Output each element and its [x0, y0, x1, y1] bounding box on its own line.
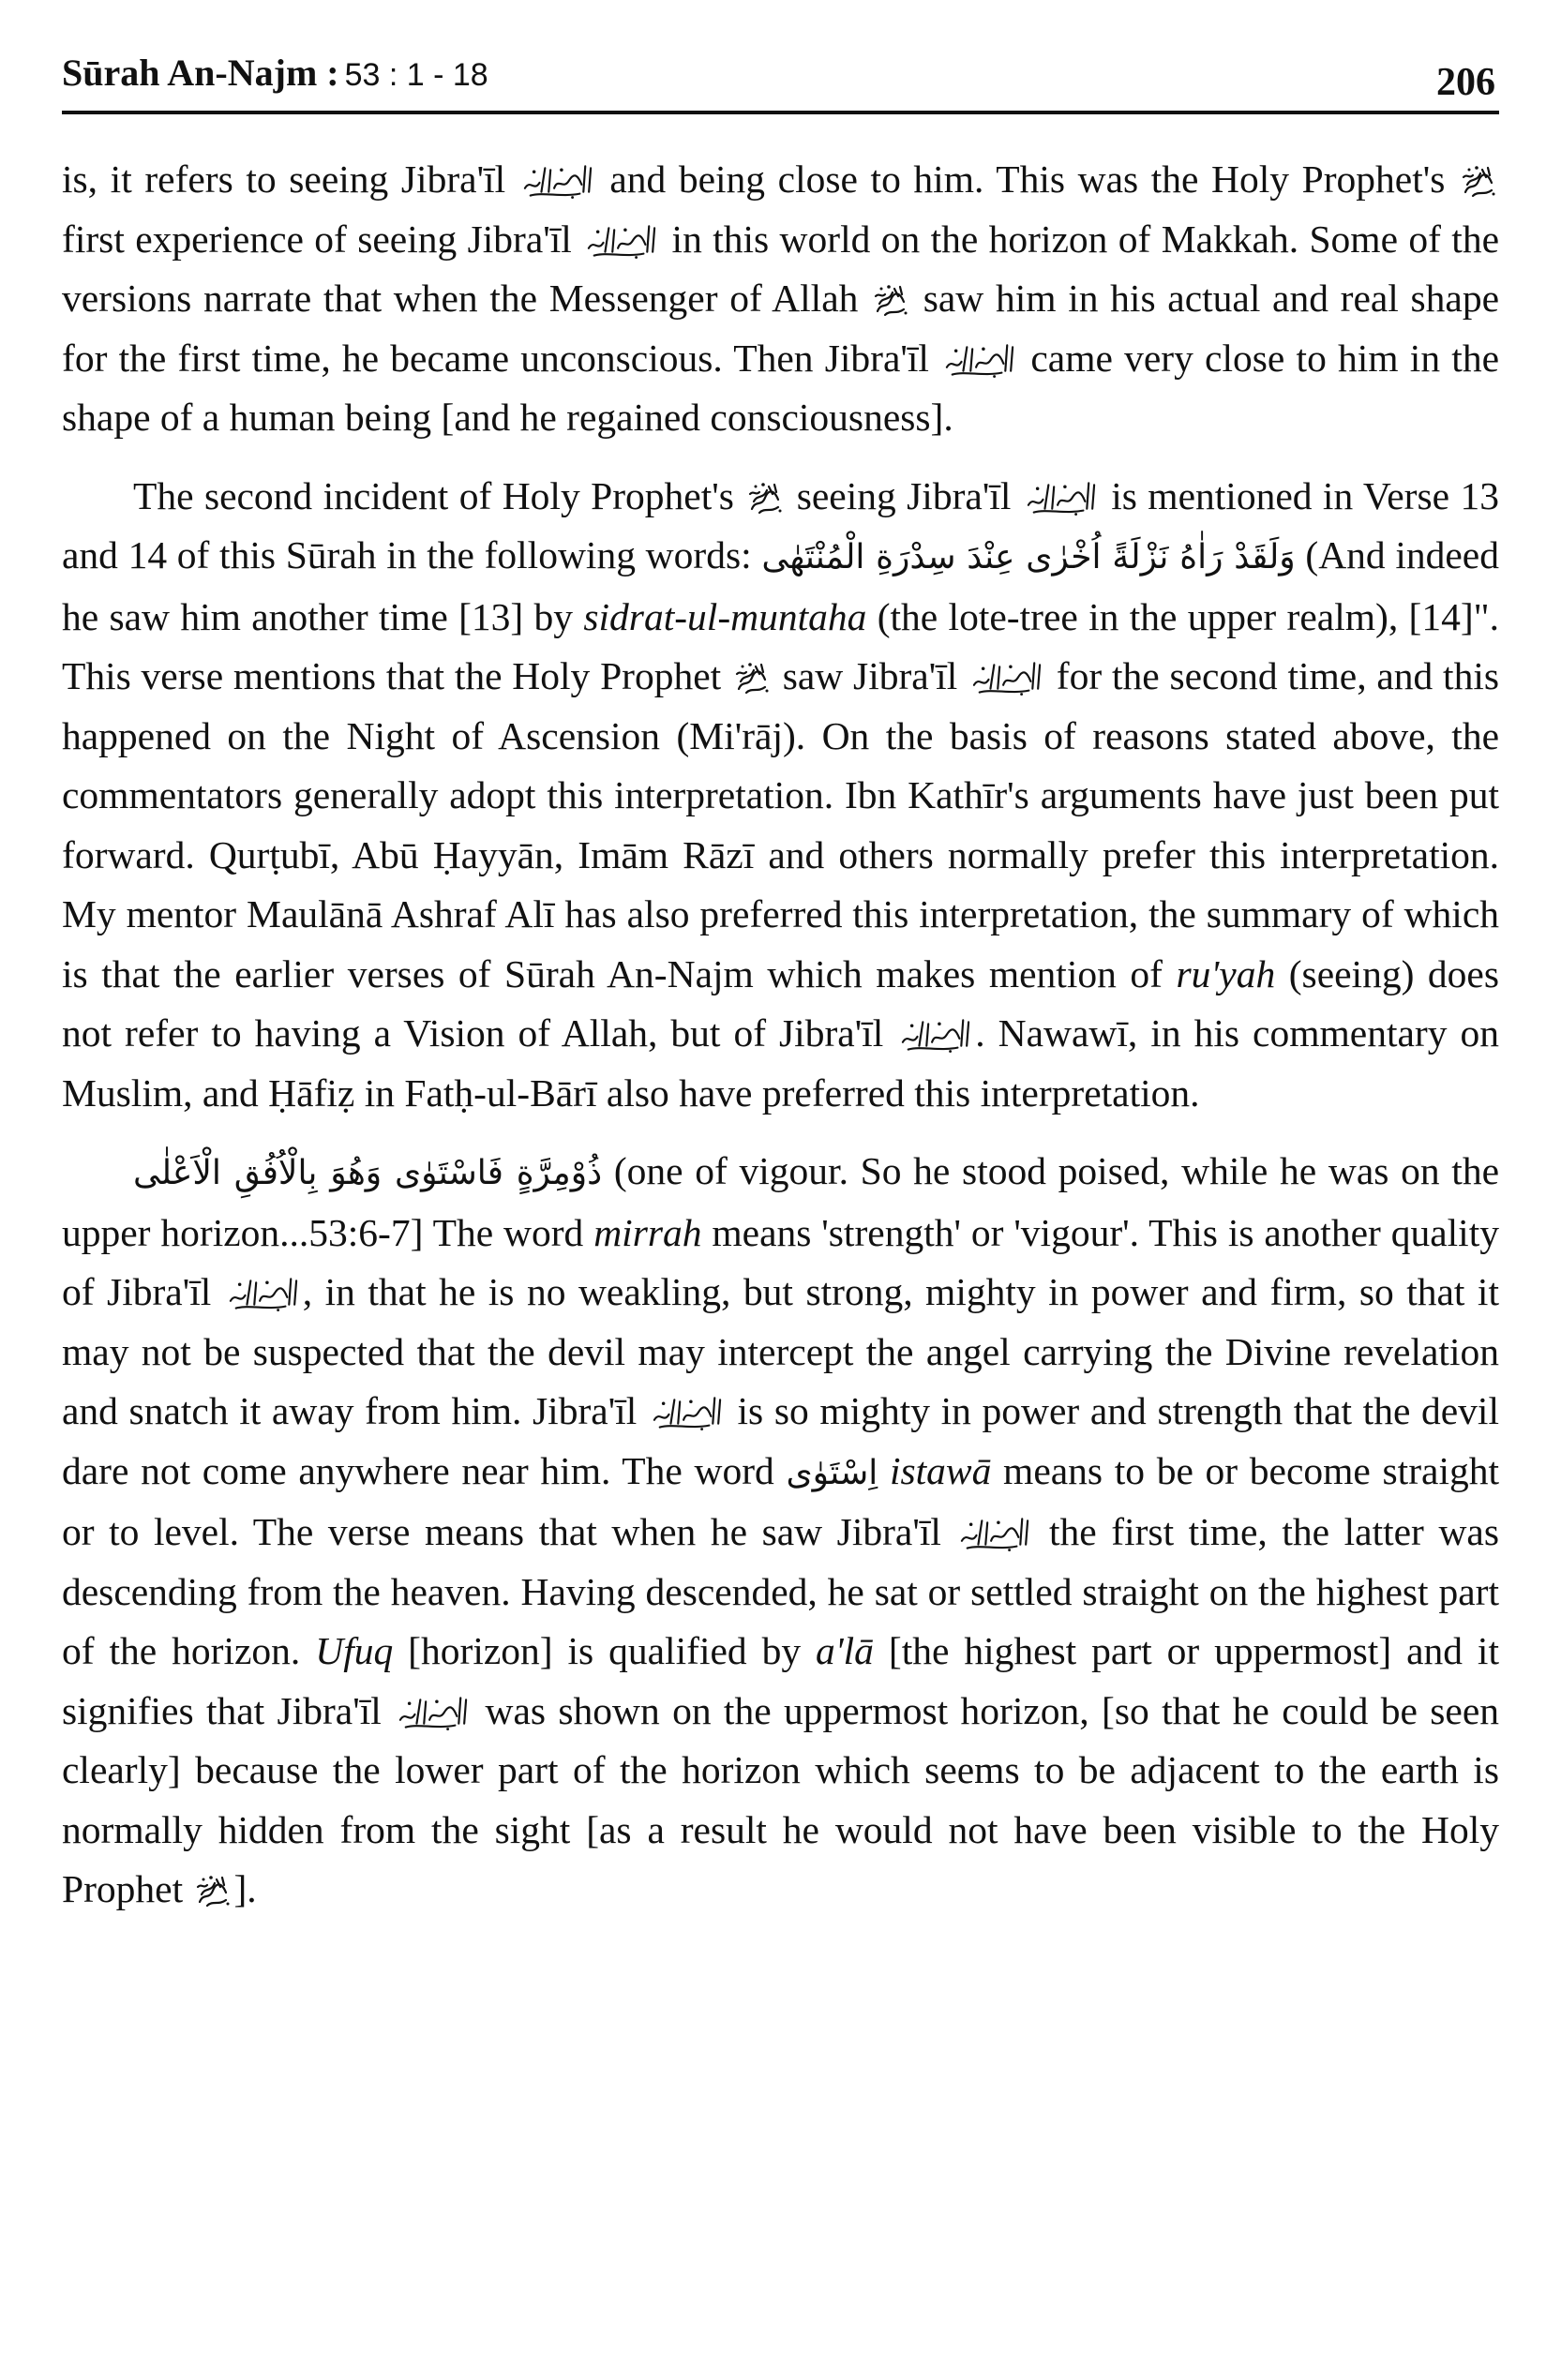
surah-title-text: Sūrah An-Najm : [62, 52, 339, 94]
text-run: the first time, the latter was descending from the heaven. Having descended, he sat or settled straight on the highest part of the horizon. [62, 1510, 1499, 1672]
transliteration: sidrat-ul-muntaha [583, 594, 867, 638]
verse-range: 53 : 1 - 18 [344, 57, 488, 93]
header-rule [62, 111, 1499, 114]
text-run: . Nawawī, in his commentary on Muslim, and Ḥāfiẓ in Fatḥ-ul-Bārī also have preferred this interpretation. [62, 1011, 1499, 1115]
alayhis-salam-calligraphy-icon [651, 1392, 724, 1431]
alayhis-salam-calligraphy-icon [970, 657, 1043, 696]
alayhis-salam-calligraphy-icon [943, 339, 1016, 379]
text-run: (seeing) does not refer to having a Vision of Allah, but of Jibra'īl [62, 951, 1499, 1055]
page-body [62, 150, 1499, 1920]
alayhis-salam-calligraphy-icon [521, 160, 594, 200]
arabic-word: اِسْتَوٰى [786, 1453, 878, 1492]
paragraph-2 [62, 467, 1499, 1124]
text-run: and being close to him. This was the Holy Prophet's [596, 157, 1458, 201]
text-run: for the second time, and this happened on the Night of Ascension (Mi'rāj). On the basis of reasons stated above, the commentators generally adopt this interpretation. Ibn Kathīr's arguments have just been put forward. Qurṭubī, Abū Ḥayyān, Imām Rāzī and others normally prefer this interpretation. My mentor Maulānā Ashraf Alī has also preferred this interpretation, the summary of which is that the earlier verses of Sūrah An-Najm which makes mention of [62, 654, 1500, 995]
paragraph-1 [62, 150, 1499, 448]
salawat-calligraphy-icon [194, 1872, 232, 1909]
salawat-calligraphy-icon [746, 479, 784, 516]
text-run: The second incident of Holy Prophet's [133, 473, 745, 517]
text-run: (the lote-tree in the upper realm), [14]". This verse mentions that the Holy Prophet [62, 594, 1499, 697]
running-header [62, 49, 1499, 105]
alayhis-salam-calligraphy-icon [397, 1692, 470, 1731]
transliteration: istawā [889, 1448, 992, 1492]
page-number: 206 [1436, 61, 1495, 104]
alayhis-salam-calligraphy-icon [585, 220, 658, 260]
text-run: [the highest part or uppermost] and it signifies that Jibra'īl [62, 1629, 1499, 1732]
text-run: in this world on the horizon of Makkah. Some of the versions narrate that when the Messenger of Allah [62, 217, 1499, 320]
arabic-verse: وَلَقَدْ رَاٰهُ نَزْلَةً اُخْرٰى عِنْدَ سِدْرَةِ الْمُنْتَهٰى [761, 538, 1296, 576]
alayhis-salam-calligraphy-icon [899, 1014, 972, 1054]
text-run: [horizon] is qualified by [393, 1629, 817, 1672]
salawat-calligraphy-icon [1460, 162, 1497, 200]
text-run: (one of vigour. So he stood poised, while he was on the upper horizon...53:6-7] The word [62, 1149, 1499, 1254]
text-run: ]. [233, 1867, 257, 1910]
alayhis-salam-calligraphy-icon [227, 1273, 300, 1312]
text-run: means 'strength' or 'vigour'. This is another quality of Jibra'īl [62, 1210, 1499, 1313]
text-run: (And indeed he saw him another time [13] by [62, 533, 1499, 638]
surah-title [62, 49, 488, 99]
text-run: , in that he is no weakling, but strong, mighty in power and firm, so that it may not be suspected that the devil may intercept the angel carrying the Divine revelation and snatch it away from him. Jibra'īl [62, 1270, 1499, 1432]
text-run: was shown on the uppermost horizon, [so that he could be seen clearly] because the lower part of the horizon which seems to be adjacent to the earth is normally hidden from the sight [as a result he would not have been visible to the Holy Prophet [62, 1688, 1499, 1910]
transliteration: Ufuq [315, 1629, 394, 1672]
paragraph-3 [62, 1142, 1499, 1920]
transliteration: ru'yah [1176, 951, 1276, 995]
salawat-calligraphy-icon [872, 281, 909, 319]
text-run: seeing Jibra'īl [786, 473, 1022, 517]
text-run: is, it refers to seeing Jibra'īl [62, 157, 518, 201]
transliteration: mirrah [593, 1210, 702, 1254]
text-run: saw him in his actual and real shape for the first time, he became unconscious. Then Jibra'īl [62, 277, 1499, 380]
text-run: first experience of seeing Jibra'īl [62, 217, 583, 261]
alayhis-salam-calligraphy-icon [958, 1513, 1031, 1552]
text-run: saw Jibra'īl [772, 654, 968, 697]
transliteration: a'lā [816, 1629, 874, 1672]
text-run: came very close to him in the shape of a human being [and he regained consciousness]. [62, 336, 1499, 439]
text-run: is so mighty in power and strength that the devil dare not come anywhere near him. The word [62, 1389, 1499, 1492]
alayhis-salam-calligraphy-icon [1025, 477, 1098, 516]
text-run: is mentioned in Verse 13 and 14 of this Sūrah in the following words: [62, 473, 1499, 576]
arabic-verse: ذُوْمِرَّةٍ فَاسْتَوٰى وَهُوَ بِالْاُفُقِ الْاَعْلٰى [133, 1154, 603, 1192]
salawat-calligraphy-icon [733, 659, 771, 696]
text-run: means to be or become straight or to level. The verse means that when he saw Jibra'īl [62, 1448, 1500, 1553]
